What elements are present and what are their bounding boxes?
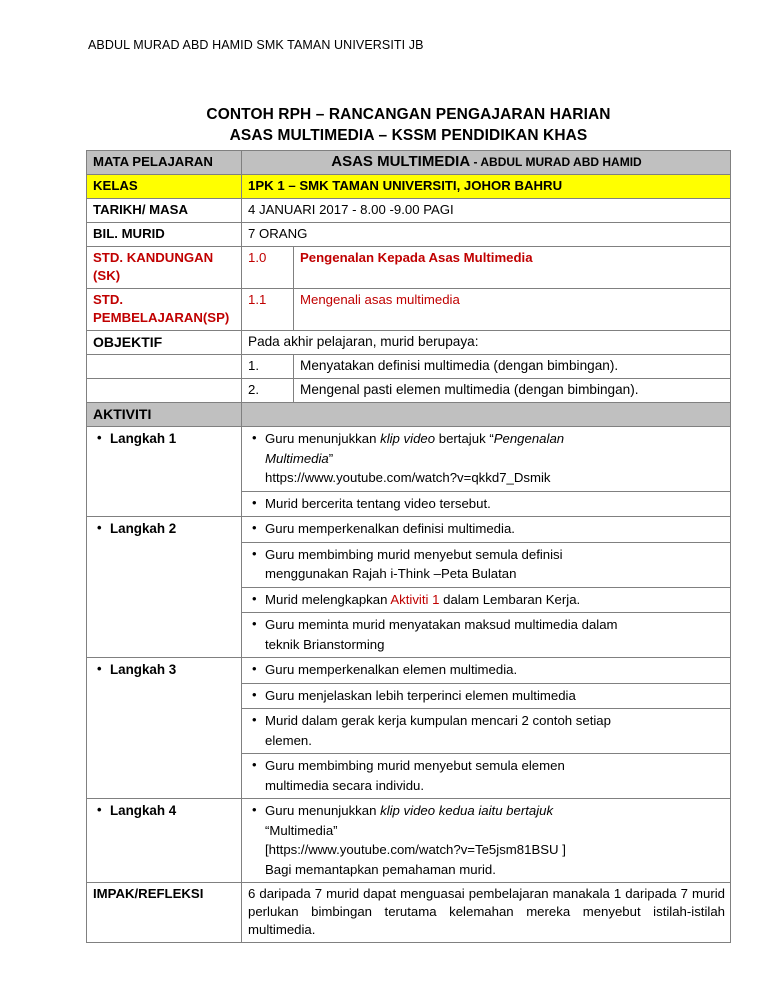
activity-bullet-item [265,686,725,706]
activity-bullet-list [248,429,725,488]
table-row-content-standard [87,247,731,289]
activity-line [265,615,725,635]
table-row-date [87,199,731,223]
objective-intro: Pada akhir pelajaran, murid berupaya: [242,331,731,355]
table-row-learning-standard [87,289,731,331]
activity-text-segment: [https://www.youtube.com/watch?v=Te5jsm81BSU ] [265,842,566,857]
activity-line [265,590,725,610]
activity-line [265,519,725,539]
activity-line [265,860,725,880]
activity-text-segment: Murid melengkapkan [265,591,391,607]
activity-line [265,564,725,584]
activity-line [265,821,725,841]
activity-bullet-list [248,801,725,879]
activity-line [265,494,725,514]
activity-text-segment: Guru menjelaskan lebih terperinci elemen multimedia [265,687,576,703]
activity-text-segment: Murid bercerita tentang video tersebut. [265,495,491,511]
activity-text-segment: Multimedia [265,450,329,466]
activity-bullet-item [265,590,725,610]
activity-bullet-list [248,660,725,680]
activity-bullet-item [265,519,725,539]
subject-value-sub: - ABDUL MURAD ABD HAMID [473,155,642,169]
title-line-2: ASAS MULTIMEDIA – KSSM PENDIDIKAN KHAS [229,127,588,144]
learning-standard-label [87,289,242,331]
activity-header-blank [242,403,731,427]
step-label-cell [87,517,242,658]
step-label-list [93,519,236,539]
activity-line [265,840,725,860]
activity-bullet-item [265,756,725,795]
objective-num-1: 1. [242,355,294,379]
content-standard-code: 1.0 [242,247,294,289]
activity-text-segment: menggunakan Rajah i-Think –Peta Bulatan [265,566,517,581]
step-activity-cell [242,658,731,684]
activity-bullet-item [265,429,725,488]
table-row-objective-intro [87,331,731,355]
student-count-value: 7 ORANG [242,223,731,247]
activity-text-segment: teknik Brianstorming [265,636,385,652]
learning-standard-label-line-2: PEMBELAJARAN(SP) [93,310,230,325]
activity-line [265,449,725,469]
activity-bullet-item [265,545,725,584]
activity-text-segment: ” [328,450,334,466]
activity-line [265,776,725,796]
objective-num-2: 2. [242,379,294,403]
activity-bullet-list [248,615,725,654]
activity-text-segment: Pengenalan [493,431,565,446]
learning-standard-label-line-1: STD. [93,292,124,307]
activity-text-segment: Guru memperkenalkan elemen multimedia. [265,662,518,677]
step-activity-cell [242,427,731,492]
activity-bullet-list [248,711,725,750]
activity-text-segment: elemen. [265,732,312,748]
step-label-list [93,660,236,680]
activity-text-segment: “Multimedia” [265,822,338,838]
step-activity-cell [242,587,731,613]
step-label-cell [87,427,242,517]
activity-bullet-item [265,801,725,879]
activity-line [265,686,725,706]
step-name: • Langkah 2 [110,519,236,539]
step-label-list [93,429,236,449]
step-label-cell [87,658,242,799]
activity-text-segment: https://www.youtube.com/watch?v=qkkd7_Dsmik [265,470,551,485]
content-standard-value: Pengenalan Kepada Asas Multimedia [294,247,731,289]
table-row-step [87,799,731,883]
objective-label: OBJEKTIF [87,331,242,355]
table-row-subject [87,151,731,175]
activity-bullet-item [265,711,725,750]
activity-line [265,468,725,488]
activity-text-segment: Guru membimbing murid menyebut semula definisi [265,546,563,562]
subject-value-main: ASAS MULTIMEDIA [331,153,471,170]
date-label: TARIKH/ MASA [87,199,242,223]
step-name: • Langkah 4 [110,801,236,821]
content-standard-label: STD. KANDUNGAN (SK) [87,247,242,289]
activity-text-segment: Aktiviti 1 [390,591,440,607]
step-activity-cell [242,709,731,754]
title-line-1: CONTOH RPH – RANCANGAN PENGAJARAN HARIAN [206,106,611,123]
step-activity-cell [242,517,731,543]
activity-text-segment: Guru meminta murid menyatakan maksud multimedia dalam [265,617,618,632]
activity-text-segment: bertajuk “ [435,431,494,446]
step-activity-cell [242,491,731,517]
activity-text-segment: Murid dalam gerak kerja kumpulan mencari 2 contoh setiap [265,713,611,728]
activity-text-segment: Guru membimbing murid menyebut semula elemen [265,758,565,773]
activity-line [265,731,725,751]
activity-line [265,429,725,449]
date-value: 4 JANUARI 2017 - 8.00 -9.00 PAGI [242,199,731,223]
objective-text-1: Menyatakan definisi multimedia (dengan bimbingan). [294,355,731,379]
student-count-label: BIL. MURID [87,223,242,247]
activity-text-segment: Bagi memantapkan pemahaman murid. [265,861,496,877]
table-row-reflection [87,883,731,943]
activity-text-segment: Guru memperkenalkan definisi multimedia. [265,521,515,536]
activity-line [265,711,725,731]
lesson-plan-table [86,150,731,943]
activity-line [265,545,725,565]
activity-text-segment: Guru menunjukkan [265,803,381,818]
learning-standard-value: Mengenali asas multimedia [294,289,731,331]
objective-text-2: Mengenal pasti elemen multimedia (dengan bimbingan). [294,379,731,403]
table-row-objective-2 [87,379,731,403]
step-label-list [93,801,236,821]
step-label-cell [87,799,242,883]
learning-standard-code: 1.1 [242,289,294,331]
activity-line [265,635,725,655]
activity-line [265,660,725,680]
reflection-value: 6 daripada 7 murid dapat menguasai pembelajaran manakala 1 daripada 7 murid perlukan bimbingan terutama kelemahan mereka menyebut istilah-istilah multimedia. [242,883,731,943]
table-row-step [87,517,731,543]
activity-line [265,801,725,821]
step-name: • Langkah 1 [110,429,236,449]
step-activity-cell [242,613,731,658]
reflection-label: IMPAK/REFLEKSI [87,883,242,943]
activity-bullet-list [248,494,725,514]
activity-steps [87,427,731,883]
table-row-class [87,175,731,199]
step-activity-cell [242,683,731,709]
objective-spacer-1 [87,355,242,379]
activity-bullet-list [248,545,725,584]
document-title [86,104,731,146]
activity-text-segment: multimedia secara individu. [265,777,425,793]
activity-bullet-list [248,519,725,539]
table-row-students [87,223,731,247]
activity-text-segment: dalam Lembaran Kerja. [439,591,581,607]
activity-bullet-item [265,494,725,514]
activity-line [265,756,725,776]
table-row-objective-1 [87,355,731,379]
subject-value [242,151,731,175]
table-row-activity-header [87,403,731,427]
activity-bullet-item [265,615,725,654]
step-activity-cell [242,799,731,883]
activity-label: AKTIVITI [87,403,242,427]
step-name: • Langkah 3 [110,660,236,680]
activity-bullet-list [248,590,725,610]
activity-text-segment: Guru menunjukkan [265,431,381,446]
objective-spacer-2 [87,379,242,403]
subject-label: MATA PELAJARAN [87,151,242,175]
class-value: 1PK 1 – SMK TAMAN UNIVERSITI, JOHOR BAHRU [242,175,731,199]
activity-text-segment: klip video [380,431,436,446]
activity-bullet-item [265,660,725,680]
activity-bullet-list [248,756,725,795]
document-header: ABDUL MURAD ABD HAMID SMK TAMAN UNIVERSITI JB [88,38,424,52]
activity-bullet-list [248,686,725,706]
table-row-step [87,427,731,492]
table-row-step [87,658,731,684]
step-activity-cell [242,754,731,799]
step-activity-cell [242,542,731,587]
activity-text-segment: klip video kedua iaitu bertajuk [380,803,554,818]
class-label: KELAS [87,175,242,199]
